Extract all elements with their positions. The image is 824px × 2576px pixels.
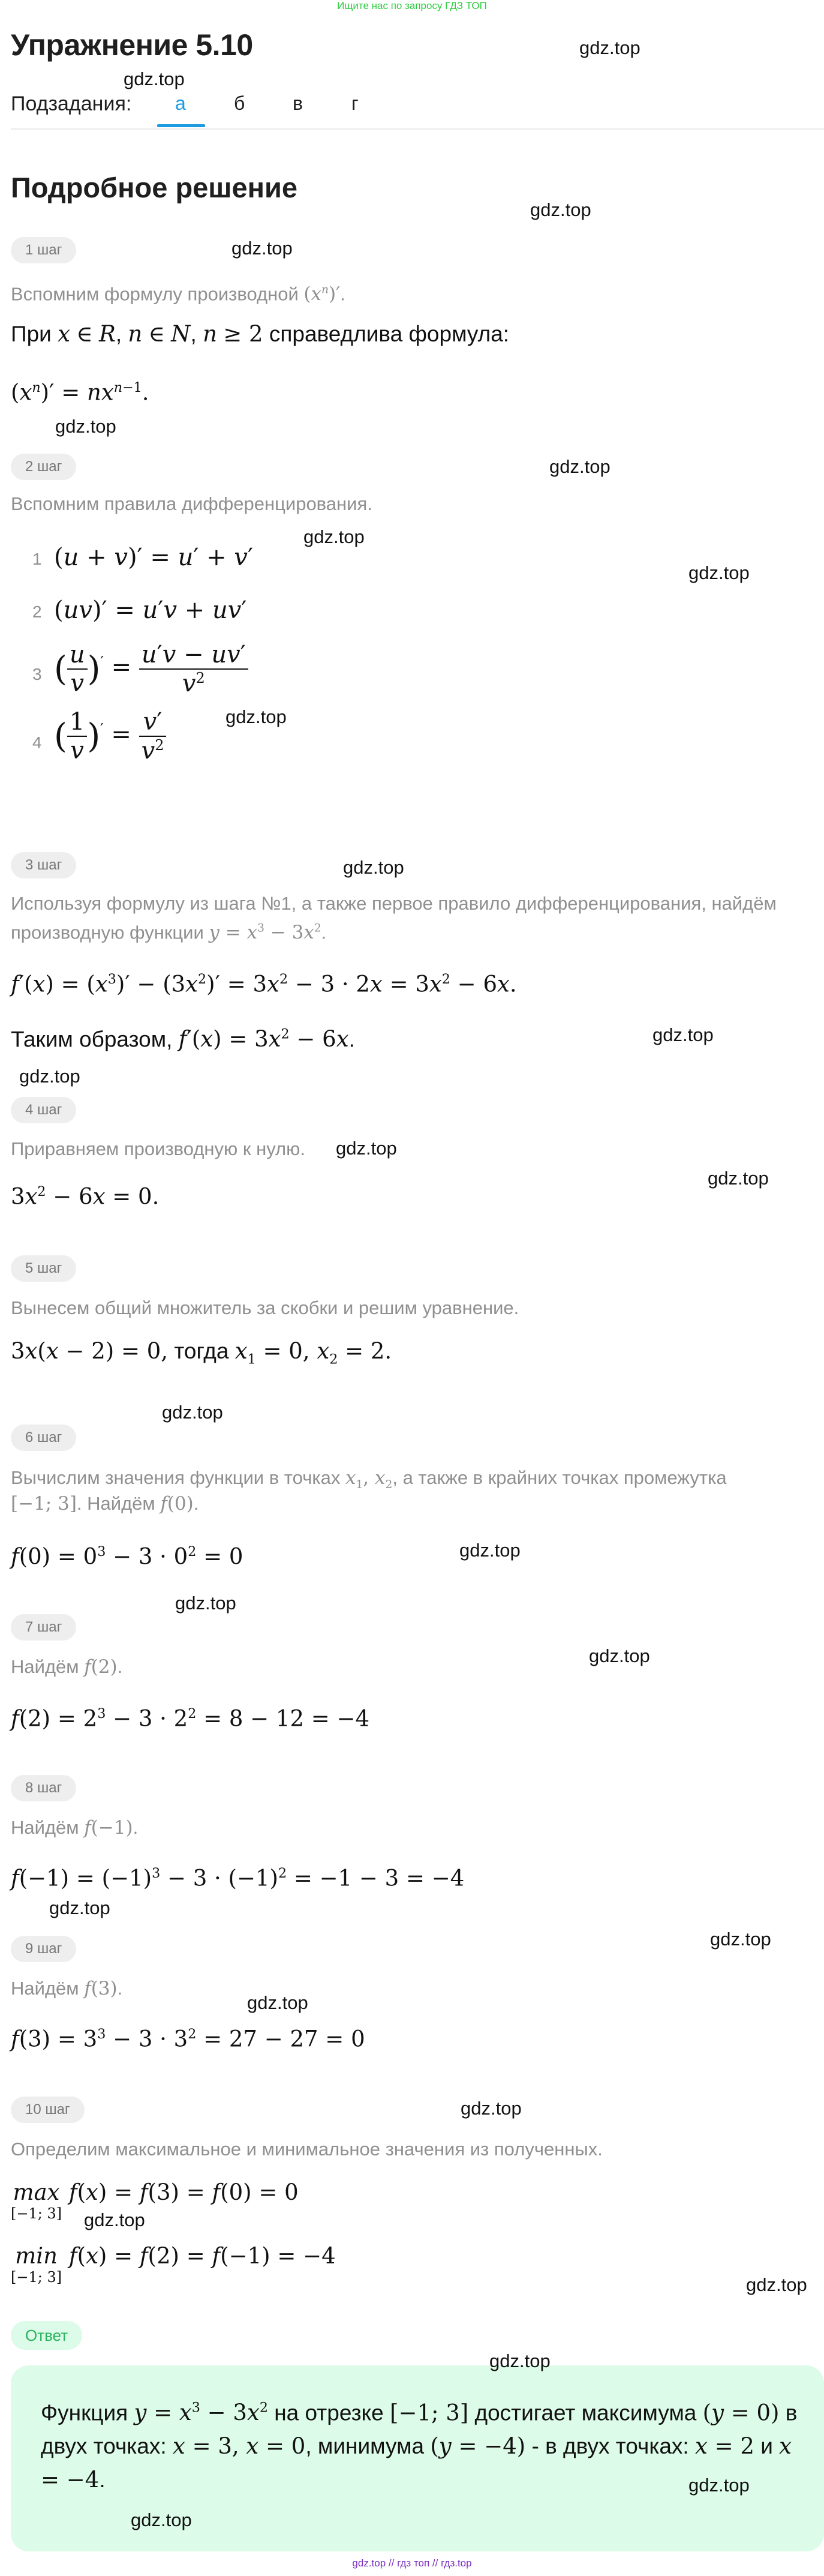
step-3-intro-line2: производную функции $y = x^3 - 3x^2$. xyxy=(11,922,327,944)
step-9-intro: Найдём f(3). xyxy=(11,1978,123,1999)
step-8-intro: Найдём f(−1). xyxy=(11,1817,139,1839)
watermark: gdz.top xyxy=(530,199,591,220)
min-value: min [−1; 3] f(x) = f(2) = f(−1) = −4 xyxy=(11,2243,336,2286)
step-badge: 8 шаг xyxy=(11,1775,76,1801)
value-f0: $f(0) = 0^3 - 3 \cdot 0^2 = 0$ xyxy=(11,1543,243,1570)
footer-links[interactable]: gdz.top // гдз топ // гдз.top xyxy=(352,2557,472,2569)
watermark: gdz.top xyxy=(336,1138,397,1159)
rule-number: 1 xyxy=(32,550,42,568)
quotient-rule: ( $\frac{u}{v}$ )′ = $\frac{u'v - uv'}{v^2}$ xyxy=(54,641,248,697)
watermark: gdz.top xyxy=(19,1066,80,1087)
watermark: gdz.top xyxy=(225,706,287,727)
watermark: gdz.top xyxy=(131,2509,192,2530)
step-7-intro: Найдём f(2). xyxy=(11,1656,123,1678)
equation-roots: 3x(x − 2) = 0, тогда $x_1 = 0$, $x_2 = 2$. xyxy=(11,1338,392,1368)
tab-b[interactable]: б xyxy=(234,92,245,114)
value-f3: $f(3) = 3^3 - 3 \cdot 3^2 = 27 - 27 = 0$ xyxy=(11,2026,365,2052)
reciprocal-rule: ( $\frac{1}{v}$ )′ = $\frac{v'}{v^2}$ xyxy=(54,708,166,764)
watermark: gdz.top xyxy=(175,1593,236,1614)
watermark: gdz.top xyxy=(579,37,640,58)
active-tab-indicator xyxy=(157,124,205,127)
rule-number: 2 xyxy=(32,602,42,621)
step-5-intro: Вынесем общий множитель за скобки и решим уравнение. xyxy=(11,1297,519,1318)
step-10-intro: Определим максимальное и минимальное значения из полученных. xyxy=(11,2139,603,2160)
subtasks-label: Подзадания: xyxy=(11,92,132,115)
watermark: gdz.top xyxy=(652,1024,714,1045)
product-rule: (uv)′ = u′v + uv′ xyxy=(54,596,247,624)
watermark: gdz.top xyxy=(247,1992,308,2013)
value-f2: $f(2) = 2^3 - 3 \cdot 2^2 = 8 - 12 = -4$ xyxy=(11,1705,370,1732)
step-badge: 10 шаг xyxy=(11,2097,85,2123)
divider xyxy=(11,128,824,130)
watermark: gdz.top xyxy=(231,238,293,259)
watermark: gdz.top xyxy=(710,1929,771,1950)
derivative-calculation: $f'(x) = (x^3)' - (3x^2)' = 3x^2 - 3 \cdot 2x = 3x^2 - 6x$. xyxy=(11,971,517,997)
tab-v[interactable]: в xyxy=(293,92,303,114)
watermark: gdz.top xyxy=(84,2209,145,2230)
step-6-intro-line2: [−1; 3]. Найдём f(0). xyxy=(11,1493,199,1515)
power-rule-formula: $(x^n)' = nx^{n-1}$. xyxy=(11,379,149,406)
sum-rule: (u + v)′ = u′ + v′ xyxy=(54,544,254,571)
value-f-minus1: $f(-1) = (-1)^3 - 3 \cdot (-1)^2 = -1 - 3 = -4$ xyxy=(11,1865,465,1891)
step-badge: 3 шаг xyxy=(11,852,76,878)
step-badge: 2 шаг xyxy=(11,454,76,480)
watermark: gdz.top xyxy=(708,1168,769,1189)
step-2-intro: Вспомним правила дифференцирования. xyxy=(11,493,372,514)
watermark: gdz.top xyxy=(461,2098,522,2119)
watermark: gdz.top xyxy=(688,2475,750,2496)
watermark: gdz.top xyxy=(303,526,365,547)
rule-number: 3 xyxy=(32,665,42,683)
step-badge: 5 шаг xyxy=(11,1255,76,1282)
step-badge: 7 шаг xyxy=(11,1614,76,1641)
page-title: Упражнение 5.10 xyxy=(11,28,253,62)
step-1-intro: Вспомним формулу производной $(x^n)'$. xyxy=(11,283,345,305)
watermark: gdz.top xyxy=(746,2274,807,2295)
top-search-link[interactable]: Ищите нас по запросу ГДЗ ТОП xyxy=(337,0,487,11)
step-6-intro-line1: Вычислим значения функции в точках $x_1$, $x_2$, а также в крайних точках промежутка xyxy=(11,1467,727,1492)
watermark: gdz.top xyxy=(549,456,611,477)
answer-text: Функция $y = x^3 - 3x^2$ на отрезке [−1; 3] достигает максимума (y = 0) в двух точках: x = 3, x = 0, минимума (y = −4) - в двух точках: x = 2 и x = −4. xyxy=(41,2400,798,2493)
step-badge: 6 шаг xyxy=(11,1425,76,1451)
step-badge: 9 шаг xyxy=(11,1936,76,1962)
derivative-conclusion: Таким образом, $f'(x) = 3x^2 - 6x$. xyxy=(11,1026,355,1052)
step-3-intro-line1: Используя формулу из шага №1, а также первое правило дифференцирования, найдём xyxy=(11,893,777,914)
watermark: gdz.top xyxy=(589,1645,650,1666)
step-badge: 1 шаг xyxy=(11,237,76,263)
watermark: gdz.top xyxy=(162,1402,223,1423)
watermark: gdz.top xyxy=(49,1897,110,1918)
step-badge: 4 шаг xyxy=(11,1097,76,1123)
watermark: gdz.top xyxy=(459,1540,521,1561)
section-title: Подробное решение xyxy=(11,172,298,203)
answer-badge: Ответ xyxy=(11,2321,82,2350)
step-4-intro: Приравняем производную к нулю. xyxy=(11,1138,305,1159)
equation-zero: $3x^2 - 6x = 0$. xyxy=(11,1183,160,1210)
rule-number: 4 xyxy=(32,733,42,752)
step-1-condition: При x ∈ R, n ∈ N, n ≥ 2 справедлива формула: xyxy=(11,321,510,347)
max-value: max [−1; 3] f(x) = f(3) = f(0) = 0 xyxy=(11,2179,299,2222)
watermark: gdz.top xyxy=(688,562,750,583)
tab-a[interactable]: а xyxy=(175,92,186,114)
watermark: gdz.top xyxy=(124,68,185,89)
tab-g[interactable]: г xyxy=(351,92,359,114)
watermark: gdz.top xyxy=(489,2350,551,2371)
watermark: gdz.top xyxy=(55,416,116,437)
watermark: gdz.top xyxy=(343,857,404,878)
